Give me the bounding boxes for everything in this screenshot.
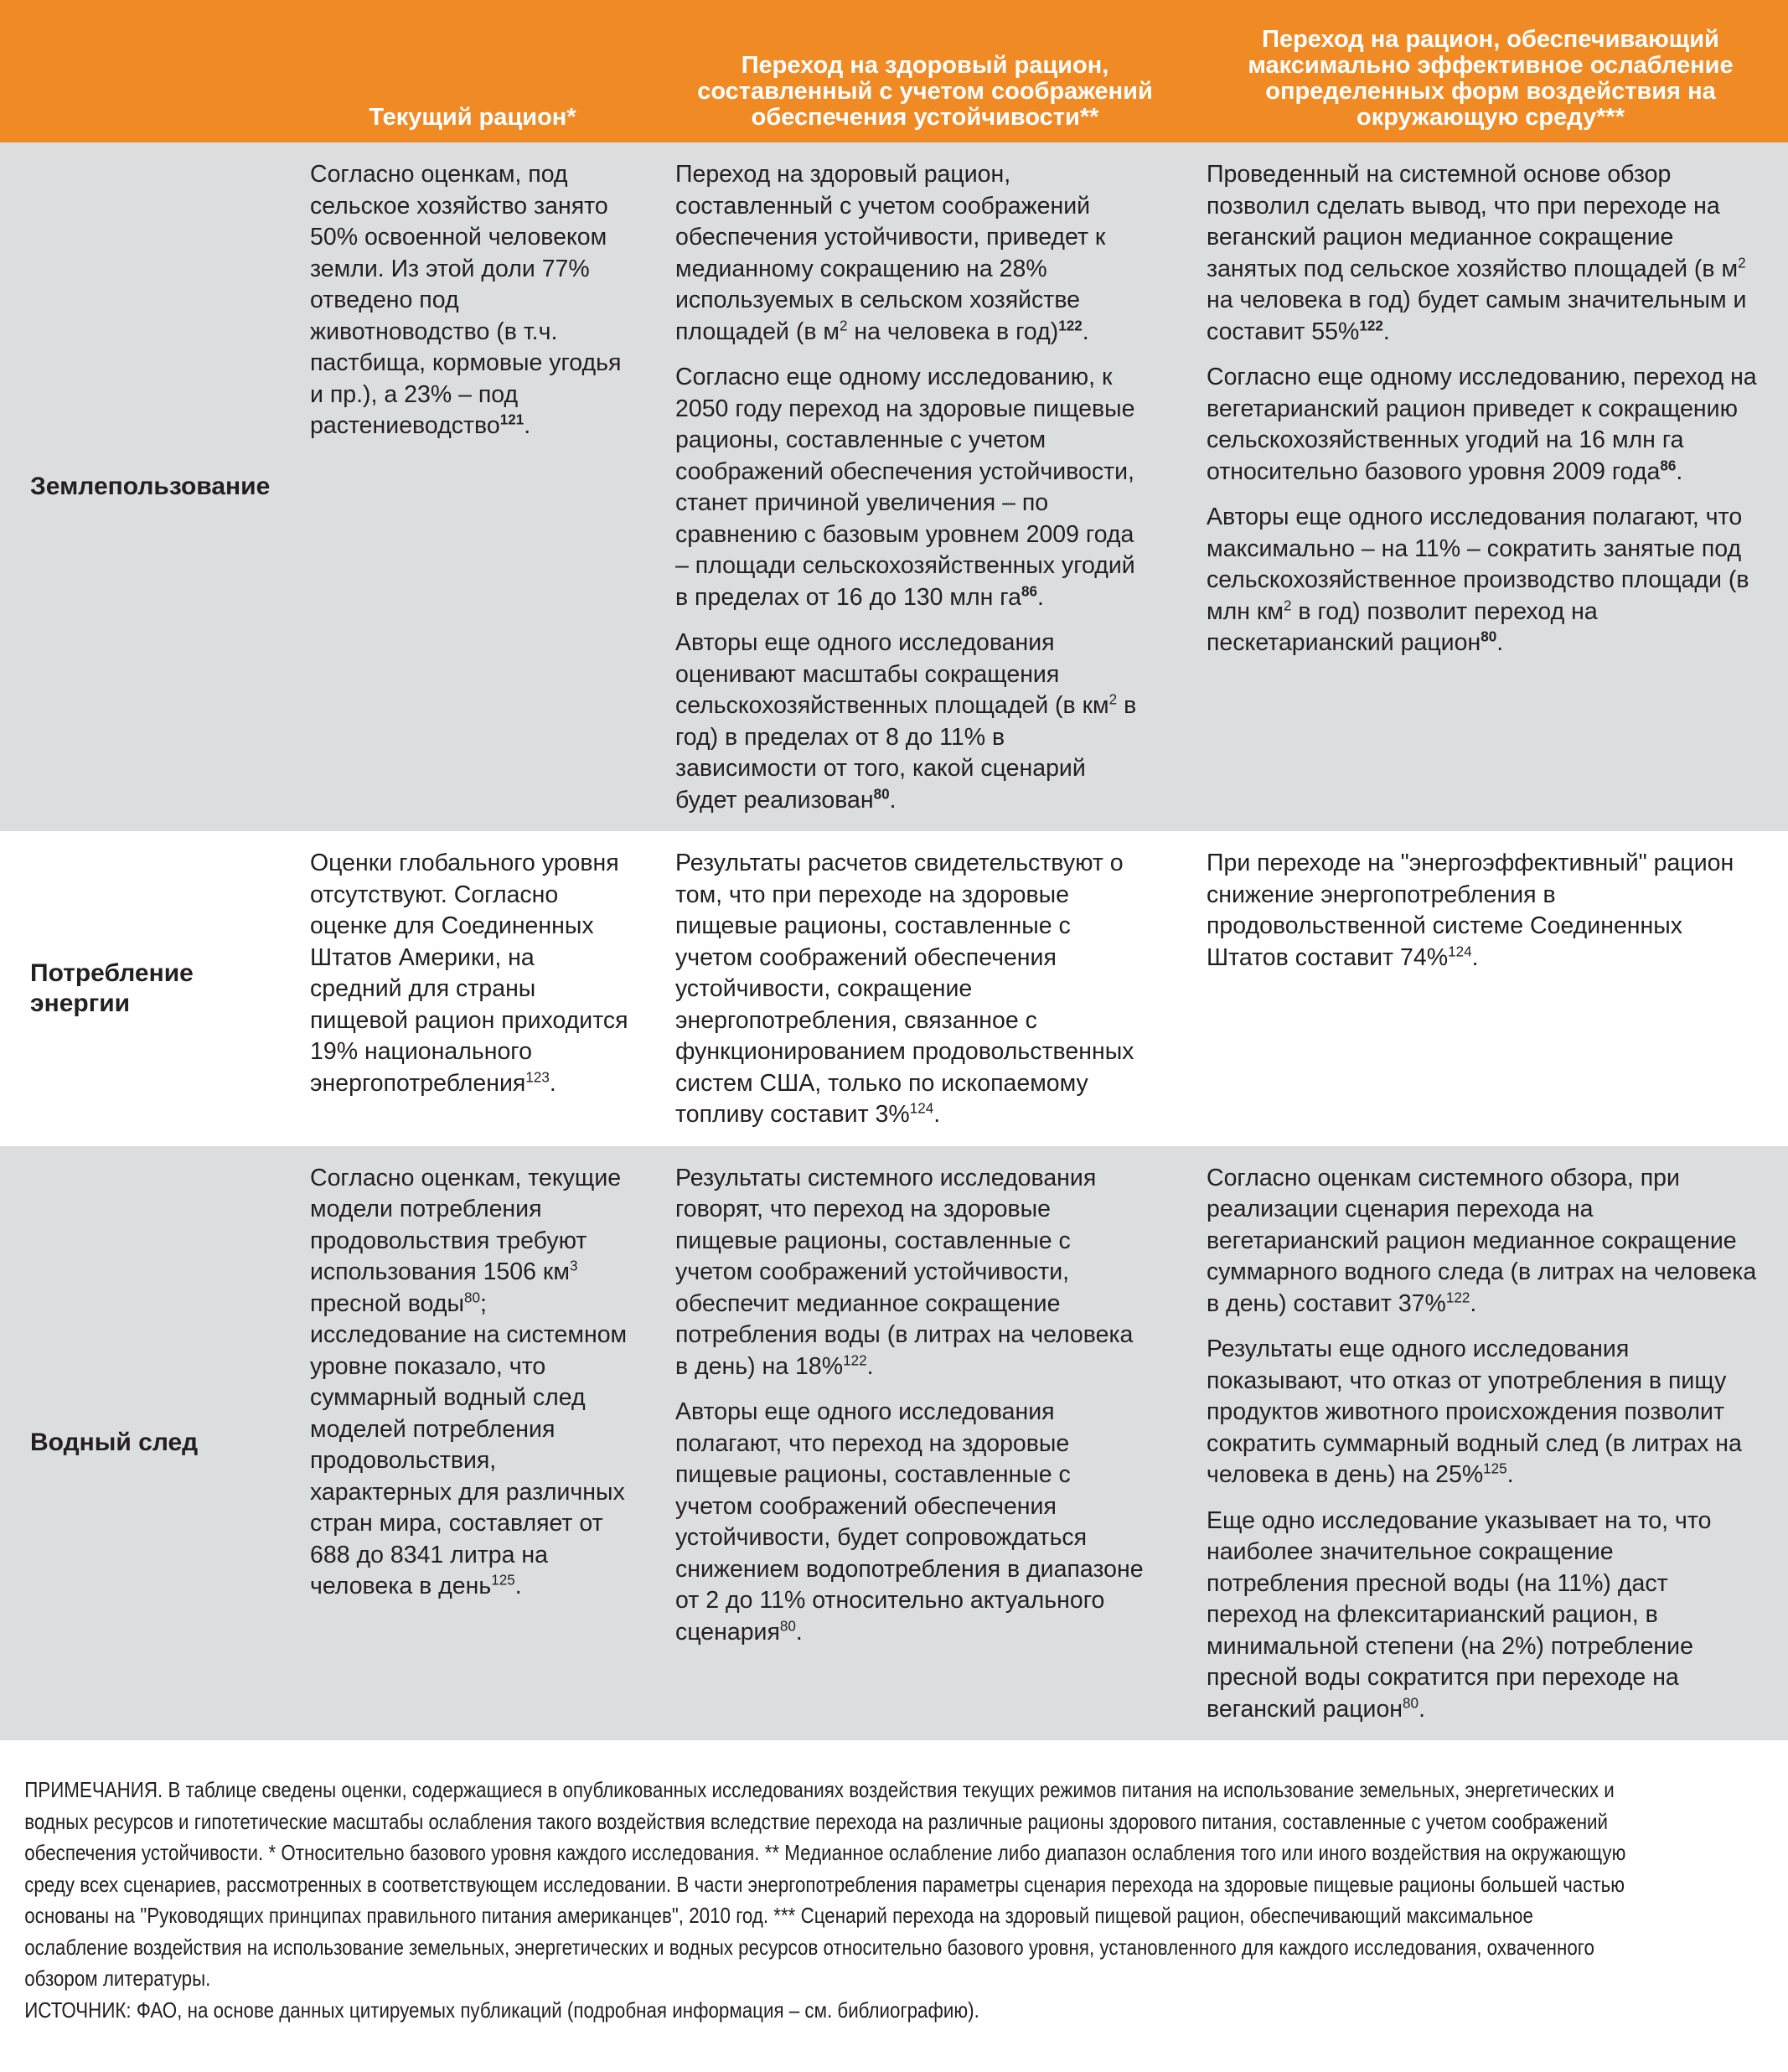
- cell-paragraph: Согласно оценкам, под сельское хозяйство занято 50% освоенной человеком земли. Из этой доли 77% отведено под животноводство (в т.ч. пастбища, кормовые угодья и пр.), а 23% – под растениеводство$^{121}$.: [310, 161, 622, 439]
- notes-line: среду всех сценариев, рассмотренных в соответствующем исследовании. В части энергопотребления параметры сценария перехода на здоровые пищевые рационы большей частью: [24, 1871, 1625, 1897]
- row-label-water: Водный след: [0, 1146, 288, 1741]
- cell-paragraph: Результаты системного исследования говорят, что переход на здоровые пищевые рационы, составленные с учетом соображений устойчивости, обеспечит медианное сокращение потребления воды (в литрах на человека в день) на 18%$^{122}$.: [675, 1164, 1134, 1380]
- exponent: 2: [840, 318, 848, 333]
- footnote-ref: 80: [873, 786, 890, 802]
- header-current-diet: Текущий рацион*: [288, 0, 657, 142]
- table-row-energy: [0, 831, 1788, 1146]
- cell-paragraph: Еще одно исследование указывает на то, что наиболее значительное сокращение потребления пресной воды (на 11%) даст переход на флекситарианский рацион, в минимальной степени (на 2%) потребление пресной воды сократится при переходе на веганский рацион$^{80}$.: [1207, 1506, 1712, 1723]
- water-max-mitigation-cell: [1193, 1146, 1788, 1741]
- table-notes: [0, 1775, 1780, 2026]
- cell-paragraph: Согласно оценкам системного обзора, при реализации сценария перехода на вегетарианский рацион медианное сокращение суммарного водного следа (в литрах на человека в день) составит 37%$^{122}$.: [1207, 1164, 1757, 1317]
- footnote-ref: 125: [491, 1572, 515, 1589]
- footnote-ref: 122: [1058, 318, 1083, 333]
- header-corner-cell: [0, 0, 288, 142]
- cell-paragraph: Проведенный на системной основе обзор позволил сделать вывод, что при переходе на веганский рацион медианное сокращение занятых под сельское хозяйство площадей (в $м^2$ на человека в год) будет самым значительным и составит 55%$^{122}$.: [1207, 161, 1747, 345]
- energy-max-mitigation-cell: [1193, 831, 1788, 1146]
- footnote-ref: 80: [779, 1618, 796, 1634]
- land-current-cell: [288, 142, 657, 831]
- header-sustainable-diet: Переход на здоровый рацион, составленный с учетом соображений обеспечения устойчивости**: [657, 0, 1193, 142]
- cell-paragraph: Авторы еще одного исследования полагают, что переход на здоровые пищевые рационы, составленные с учетом соображений обеспечения устойчивости, будет сопровождаться снижением водопотребления в диапазоне от 2 до 11% относительно актуального сценария$^{80}$.: [675, 1398, 1144, 1646]
- row-label-energy: Потребление энергии: [0, 831, 288, 1146]
- notes-line: ПРИМЕЧАНИЯ. В таблице сведены оценки, содержащиеся в опубликованных исследованиях воздействия текущих режимов питания на использование земельных, энергетических и: [24, 1777, 1615, 1802]
- land-max-mitigation-cell: [1193, 142, 1788, 831]
- energy-current-cell: [288, 831, 657, 1146]
- footnote-ref: 124: [1448, 943, 1472, 959]
- exponent: 2: [1108, 691, 1118, 708]
- footnote-ref: 124: [909, 1100, 934, 1117]
- exponent: 2: [1283, 597, 1292, 613]
- row-label-land-use: Землепользование: [0, 142, 288, 831]
- cell-paragraph: Авторы еще одного исследования полагают, что максимально – на 11% – сократить занятые под сельскохозяйственное производство площади (в млн $км^2$ в год) позволит переход на пескетарианский рацион$^{80}$.: [1207, 504, 1749, 656]
- footnote-ref: 80: [1403, 1695, 1419, 1711]
- energy-sustainable-cell: [657, 831, 1193, 1146]
- footnote-ref: 121: [499, 411, 525, 428]
- table-row-land-use: [0, 142, 1788, 831]
- cell-paragraph: Согласно еще одному исследованию, к 2050 году переход на здоровые пищевые рационы, составленные с учетом соображений обеспечения устойчивости, станет причиной увеличения – по сравнению с базовым уровнем 2009 года – площади сельскохозяйственных угодий в пределах от 16 до 130 млн $га^{86}$.: [675, 364, 1135, 611]
- footnote-ref: 123: [525, 1069, 550, 1085]
- exponent: 3: [569, 1258, 578, 1274]
- water-current-cell: [288, 1146, 657, 1741]
- exponent: 2: [1738, 255, 1746, 271]
- cell-paragraph: Авторы еще одного исследования оценивают масштабы сокращения сельскохозяйственных площадей (в $км^2$ в год) в пределах от 8 до 11% в зависимости от того, какой сценарий будет реализован$^{80}$.: [675, 629, 1137, 814]
- water-sustainable-cell: [657, 1146, 1193, 1741]
- cell-paragraph: Оценки глобального уровня отсутствуют. Согласно оценке для Соединенных Штатов Америки, на средний для страны пищевой рацион приходится 19% национального энергопотребления$^{123}$.: [310, 850, 628, 1097]
- notes-line: основаны на "Руководящих принципах правильного питания американцев", 2010 год. *** Сценарий перехода на здоровый пищевой рацион, обеспечивающий максимальное: [24, 1903, 1533, 1928]
- source-line: ИСТОЧНИК: ФАО, на основе данных цитируемых публикаций (подробная информация – см. библиографию).: [24, 1997, 979, 2023]
- cell-paragraph: При переходе на "энергоэффективный" рацион снижение энергопотребления в продовольственной системе Соединенных Штатов составит 74%$^{124}$.: [1207, 850, 1734, 971]
- notes-line: обзором литературы.: [24, 1966, 211, 1991]
- table-header-row: [0, 0, 1788, 142]
- notes-line: водных ресурсов и гипотетические масштабы ослабления такого воздействия вследствие перехода на различные рационы здорового питания, составленные с учетом соображений: [24, 1808, 1609, 1834]
- footnote-ref: 122: [1359, 318, 1383, 333]
- notes-line: ослабление воздействия на использование земельных, энергетических и водных ресурсов относительно базового уровня, установленного для каждого исследования, охваченного: [24, 1934, 1594, 1960]
- cell-paragraph: Результаты еще одного исследования показывают, что отказ от употребления в пищу продуктов животного происхождения позволит сократить суммарный водный след (в литрах на человека в день) на 25%$^{125}$.: [1207, 1336, 1742, 1488]
- footnote-ref: 122: [1445, 1289, 1470, 1305]
- footnote-ref: 86: [1021, 583, 1037, 599]
- footnote-ref: 122: [843, 1352, 867, 1368]
- footnote-ref: 80: [463, 1289, 480, 1305]
- cell-paragraph: Результаты расчетов свидетельствуют о том, что при переходе на здоровые пищевые рационы, составленные с учетом соображений обеспечения устойчивости, сокращение энергопотребления, связанное с функционированием продовольственных систем США, только по ископаемому топливу составит 3%$^{124}$.: [675, 850, 1134, 1128]
- footnote-ref: 80: [1481, 628, 1497, 645]
- footnote-ref: 86: [1660, 457, 1677, 473]
- table-row-water: [0, 1146, 1788, 1741]
- notes-line: обеспечения устойчивости. * Относительно базового уровня каждого исследования. ** Медианное ослабление либо диапазон ослабления того или иного воздействия на окружающую: [24, 1840, 1626, 1865]
- cell-paragraph: Согласно оценкам, текущие модели потребления продовольствия требуют использования 1506 $км^3$ пресной воды$^{80}$; исследование на системном уровне показало, что суммарный водный след моделей потребления продовольствия, характерных для различных стран мира, составляет от 688 до 8341 литра на человека в день$^{125}$.: [310, 1164, 628, 1599]
- land-sustainable-cell: [657, 142, 1193, 831]
- cell-paragraph: Переход на здоровый рацион, составленный с учетом соображений обеспечения устойчивости, приведет к медианному сокращению на 28% используемых в сельском хозяйстве площадей (в $м^2$ на человека в год)$^{122}$.: [675, 161, 1106, 345]
- footnote-ref: 125: [1483, 1460, 1507, 1477]
- cell-paragraph: Согласно еще одному исследованию, переход на вегетарианский рацион приведет к сокращению сельскохозяйственных угодий на 16 млн га относительно базового уровня 2009 года$^{86}$.: [1207, 364, 1757, 485]
- header-max-mitigation-diet: Переход на рацион, обеспечивающий максимально эффективное ослабление определенных форм воздействия на окружающую среду***: [1193, 0, 1788, 142]
